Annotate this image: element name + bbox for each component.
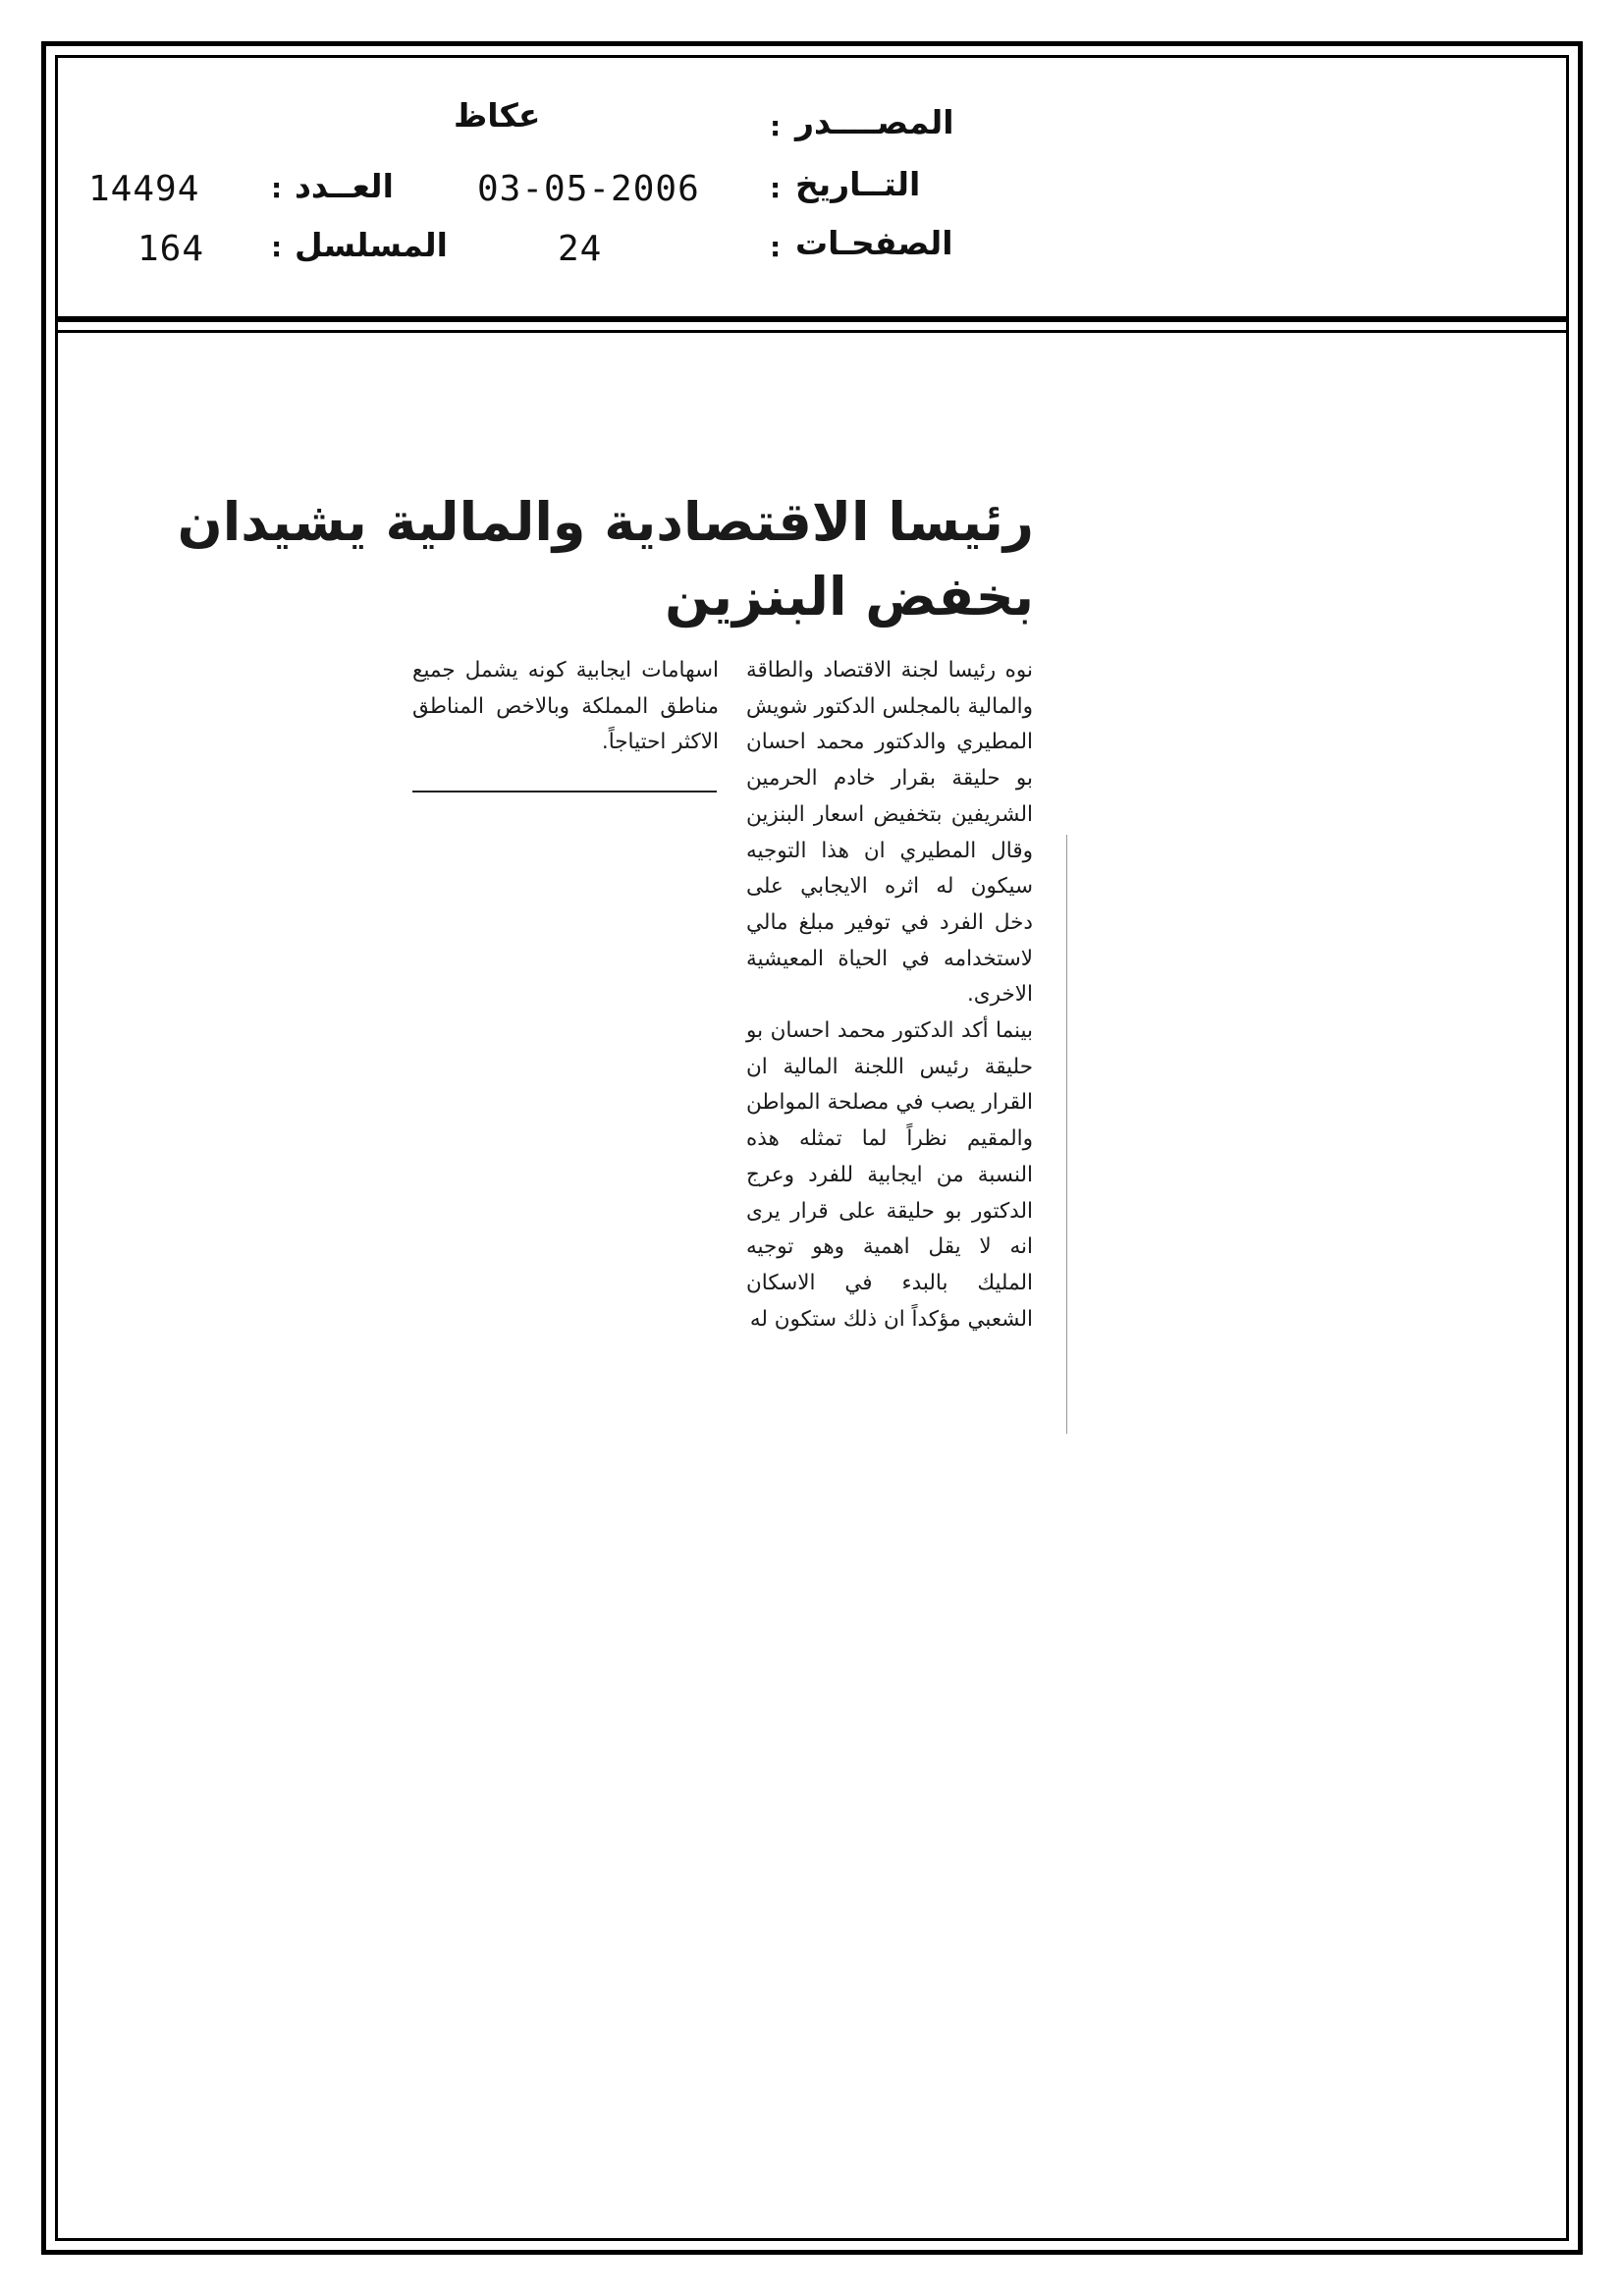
issue-value: 14494 (88, 169, 200, 209)
pages-value: 24 (558, 229, 603, 269)
pages-label: الصفحـات (795, 224, 953, 262)
article-paragraph: بينما أكد الدكتور محمد احسان بو حليقة رئيس اللجنة المالية ان القرار يصب في مصلحة المواطن والمقيم نظراً لما تمثله هذه النسبة من ايجابية للفرد وعرج الدكتور بو حليقة على قرار يرى انه لا يقل اهمية وهو توجيه المليك بالبدء في الاسكان الشعبي مؤكداً ان ذلك ستكون له (746, 1018, 1033, 1332)
pages-colon: : (770, 231, 782, 263)
headline-line-2: بخفض البنزين (665, 566, 1034, 628)
issue-colon: : (271, 172, 283, 204)
article-column-right (746, 653, 1033, 1338)
source-colon: : (770, 110, 782, 142)
article-column-left (412, 653, 719, 761)
article-paragraph: اسهامات ايجابية كونه يشمل جميع مناطق المملكة وبالاخص المناطق الاكثر احتياجاً. (412, 658, 719, 755)
article-paragraph: نوه رئيسا لجنة الاقتصاد والطاقة والمالية بالمجلس الدكتور شويش المطيري والدكتور محمد احسان بو حليقة بقرار خادم الحرمين الشريفين بتخفيض اسعار البنزين وقال المطيري ان هذا التوجيه سيكون له اثره الايجابي على دخل الفرد في توفير مبلغ مالي لاستخدامه في الحياة المعيشية الاخرى. (746, 658, 1033, 1008)
source-value: عكاظ (454, 96, 541, 135)
date-label: التــاريخ (795, 165, 921, 203)
date-colon: : (770, 172, 782, 204)
issue-label: العــدد (295, 167, 394, 205)
column-divider (1066, 835, 1067, 1434)
header-divider-thin (55, 330, 1569, 333)
headline-line-1: رئيسا الاقتصادية والمالية يشيدان (177, 491, 1034, 553)
serial-label: المسلسل (295, 226, 448, 264)
date-value: 03-05-2006 (477, 169, 700, 209)
serial-value: 164 (137, 229, 205, 269)
source-label: المصــــدر (795, 103, 954, 141)
article-end-rule (412, 791, 717, 793)
serial-colon: : (271, 231, 283, 263)
header-divider-thick (55, 316, 1569, 322)
